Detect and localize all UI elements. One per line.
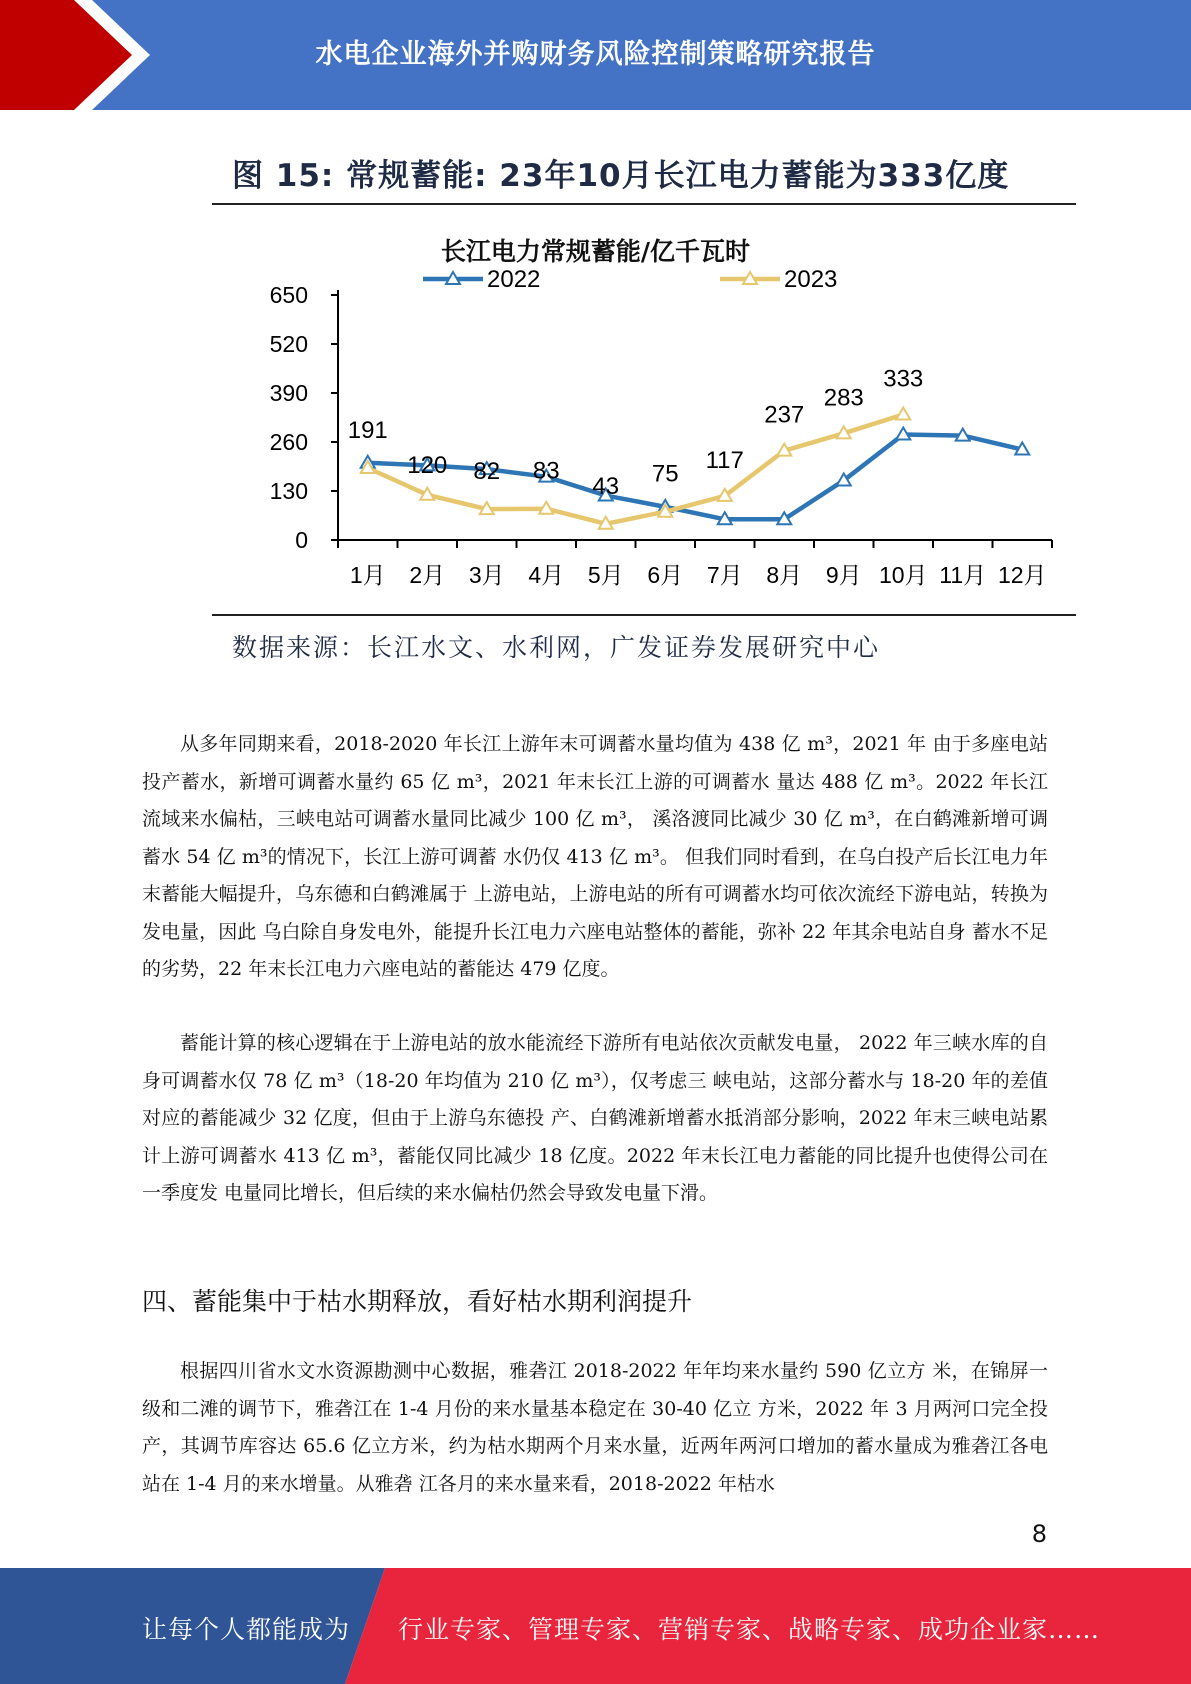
data-label: 120: [407, 451, 448, 479]
x-tick-label: 11月: [939, 562, 987, 588]
x-tick-label: 12月: [997, 562, 1047, 588]
y-tick-label: 0: [295, 527, 308, 553]
y-tick-label: 390: [269, 380, 308, 406]
page-footer: [0, 1568, 1191, 1684]
data-label: 333: [883, 365, 924, 393]
x-tick-label: 3月: [468, 562, 505, 588]
y-tick-label: 130: [269, 478, 308, 504]
legend-label-2022: 2022: [487, 266, 541, 293]
data-label: 117: [705, 446, 744, 474]
data-label: 83: [532, 457, 560, 485]
y-tick-label: 260: [269, 429, 308, 455]
body-paragraph-2: 蓄能计算的核心逻辑在于上游电站的放水能流经下游所有电站依次贡献发电量， 2022 年三峡水库的自身可调蓄水仅 78 亿 m³（18-20 年均值为 210 亿 m³），仅考虑三 峡电站，这部分蓄水与 18-20 年的差值对应的蓄能减少 32 亿度，但由于上游乌东德投 产、白鹤滩新增蓄水抵消部分影响，2022 年末三峡电站累计上游可调蓄水 413 亿 m³，蓄能仅同比减少 18 亿度。2022 年末长江电力蓄能的同比提升也使得公司在一季度发 电量同比增长，但后续的来水偏枯仍然会导致发电量下滑。: [142, 1032, 1048, 1204]
section-heading: 四、蓄能集中于枯水期释放，看好枯水期利润提升: [142, 1287, 693, 1316]
page-number: 8: [1031, 1520, 1047, 1548]
x-tick-label: 5月: [587, 562, 624, 588]
body-paragraph-1: 从多年同期来看，2018-2020 年长江上游年末可调蓄水量均值为 438 亿 m³，2021 年 由于多座电站投产蓄水，新增可调蓄水量约 65 亿 m³，2021 年末长江上游的可调蓄水 量达 488 亿 m³。2022 年长江流域来水偏枯，三峡电站可调蓄水量同比减少 100 亿 m³， 溪洛渡同比减少 30 亿 m³，在白鹤滩新增可调蓄水 54 亿 m³的情况下，长江上游可调蓄 水仍仅 413 亿 m³。 但我们同时看到，在乌白投产后长江电力年末蓄能大幅提升，乌东德和白鹤滩属于 上游电站，上游电站的所有可调蓄水均可依次流经下游电站，转换为发电量，因此 乌白除自身发电外，能提升长江电力六座电站整体的蓄能，弥补 22 年其余电站自身 蓄水不足的劣势，22 年末长江电力六座电站的蓄能达 479 亿度。: [142, 733, 1048, 980]
data-label: 82: [473, 458, 501, 486]
series-line-2022: [368, 434, 1023, 519]
figure-source: 数据来源：长江水文、水利网，广发证券发展研究中心: [232, 633, 881, 662]
series-line-2023: [368, 414, 904, 523]
data-label: 75: [651, 460, 679, 488]
x-tick-label: 2月: [409, 562, 446, 588]
x-tick-label: 8月: [766, 562, 803, 588]
x-tick-label: 1月: [349, 562, 386, 588]
x-tick-label: 6月: [647, 562, 684, 588]
data-point-2023: [896, 407, 910, 419]
legend-label-2023: 2023: [784, 266, 838, 293]
figure-title: 图 15: 常规蓄能: 23年10月长江电力蓄能为333亿度: [232, 158, 1010, 194]
footer-slogan-left: 让每个人都能成为: [142, 1615, 351, 1644]
data-label: 43: [592, 472, 620, 500]
data-label: 191: [347, 417, 388, 445]
body-paragraph-3: 根据四川省水文水资源勘测中心数据，雅砻江 2018-2022 年年均来水量约 590 亿立方 米，在锦屏一级和二滩的调节下，雅砻江在 1-4 月份的来水量基本稳定在 30-40 亿立 方米，2022 年 3 月两河口完全投产，其调节库容达 65.6 亿立方米，约为枯水期两个月来水量，近两年两河口增加的蓄水量成为雅砻江各电站在 1-4 月的来水增量。从雅砻 江各月的来水量来看，2018-2022 年枯水: [142, 1360, 1048, 1495]
figure-bottom-rule: [212, 614, 1076, 616]
x-tick-label: 9月: [825, 562, 862, 588]
y-tick-label: 520: [269, 331, 308, 357]
chart-title: 长江电力常规蓄能/亿千瓦时: [440, 237, 751, 266]
x-tick-label: 7月: [706, 562, 743, 588]
footer-slogan-right: 行业专家、管理专家、营销专家、战略专家、成功企业家……: [398, 1615, 1101, 1644]
header-title: 水电企业海外并购财务风险控制策略研究报告: [315, 39, 876, 70]
data-label: 237: [764, 401, 805, 429]
x-tick-label: 4月: [528, 562, 565, 588]
line-chart: [0, 0, 1191, 620]
y-tick-label: 650: [269, 282, 308, 308]
x-tick-label: 10月: [878, 562, 928, 588]
data-label: 283: [823, 384, 864, 412]
